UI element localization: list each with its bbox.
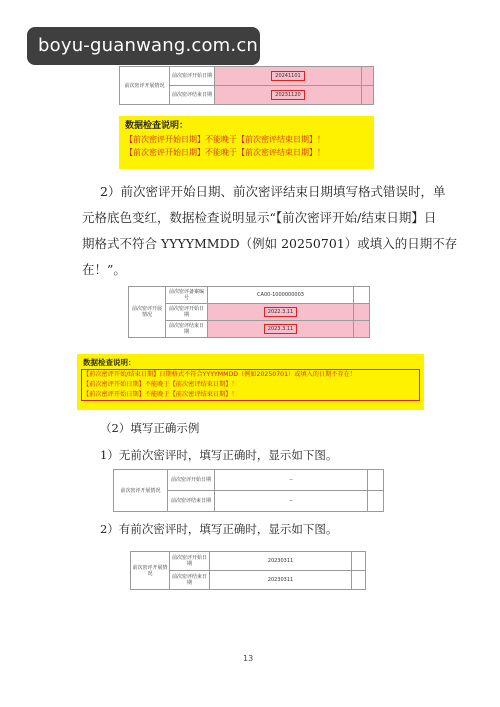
table-3-label: 前次密评开始日期: [168, 470, 215, 491]
notice-title: 数据检查说明：: [125, 121, 189, 131]
table-2: [128, 286, 370, 338]
table-1-group-label: 前次密评开展情况: [120, 67, 170, 105]
table-3-value: --: [215, 491, 368, 512]
paragraph-line: 在！”。: [82, 262, 126, 277]
table-1-label: 前次密评结束日期: [170, 86, 215, 105]
table-2-group-label: 前次密评开展情况: [129, 287, 166, 338]
table-4-end-cell: [352, 552, 366, 571]
notice-line: 【前次密评开始日期】不能晚于【前次密评结束日期】！: [83, 381, 238, 388]
table-2-end-cell: [354, 287, 370, 304]
notice-line: 【前次密评开始/结束日期】日期格式不符合YYYYMMDD（例如20250701）或填入的日期不存在！: [83, 371, 357, 378]
table-3-value: --: [215, 470, 368, 491]
table-2-end-cell: [354, 321, 370, 338]
table-2-label: 前次密评开始日期: [166, 304, 208, 321]
watermark-banner: boyu-guanwang.com.cn: [27, 27, 260, 65]
table-1-value: 20241101: [271, 71, 304, 81]
data-check-notice-2: [77, 354, 424, 410]
table-3-end-cell: [368, 470, 384, 491]
table-2-value-cell: [208, 321, 354, 338]
table-1-value-cell: [215, 86, 362, 105]
paragraph-line: 2）前次密评开始日期、前次密评结束日期填写格式错误时，单: [100, 184, 446, 199]
table-2-end-cell: [354, 304, 370, 321]
table-1-value-cell: [215, 67, 362, 86]
table-2-label: 前次密评结束日期: [166, 321, 208, 338]
table-2-value: 2023.3.11: [264, 324, 297, 334]
table-2-value-cell: [208, 304, 354, 321]
notice-line: 【前次密评开始日期】不能晚于【前次密评结束日期】！: [83, 391, 238, 398]
section-item-1: 1）无前次密评时，填写正确时，显示如下图。: [100, 448, 338, 462]
table-1-end-cell: [362, 86, 374, 105]
table-3-label: 前次密评结束日期: [168, 491, 215, 512]
table-3-group-label: 前次密评开展情况: [114, 470, 168, 512]
table-3-end-cell: [368, 491, 384, 512]
notice-title: 数据检查说明：: [83, 358, 136, 367]
table-4-group-label: 前次密评开展情况: [131, 552, 170, 590]
section-heading: （2）填写正确示例: [100, 421, 200, 435]
table-1: [119, 66, 374, 105]
notice-line: 【前次密评开始日期】不能晚于【前次密评结束日期】！: [125, 148, 325, 157]
table-2-label: 前次密评备案编号: [166, 287, 208, 304]
table-1-value: 20231120: [271, 90, 304, 100]
page-number: 13: [243, 654, 254, 663]
table-1-label: 前次密评开始日期: [170, 67, 215, 86]
paragraph-line: 期格式不符合 YYYYMMDD（例如 20250701）或填入的日期不存: [82, 236, 458, 251]
notice-line: 【前次密评开始日期】不能晚于【前次密评结束日期】！: [125, 135, 325, 144]
table-3: [113, 469, 384, 512]
table-4-label: 前次密评结束日期: [170, 571, 210, 590]
table-2-value: CA00-1000000003: [208, 287, 354, 304]
body-paragraph: [82, 179, 458, 283]
table-1-end-cell: [362, 67, 374, 86]
table-4-end-cell: [352, 571, 366, 590]
table-4-label: 前次密评开始日期: [170, 552, 210, 571]
table-4-value: 20230311: [210, 571, 352, 590]
table-2-value: 2022.3.11: [264, 307, 297, 317]
table-4: [130, 551, 366, 590]
section-item-2: 2）有前次密评时，填写正确时，显示如下图。: [100, 522, 338, 536]
data-check-notice-1: [119, 116, 374, 169]
paragraph-line: 元格底色变红，数据检查说明显示“【前次密评开始/结束日期】日: [82, 210, 437, 225]
table-4-value: 20230311: [210, 552, 352, 571]
